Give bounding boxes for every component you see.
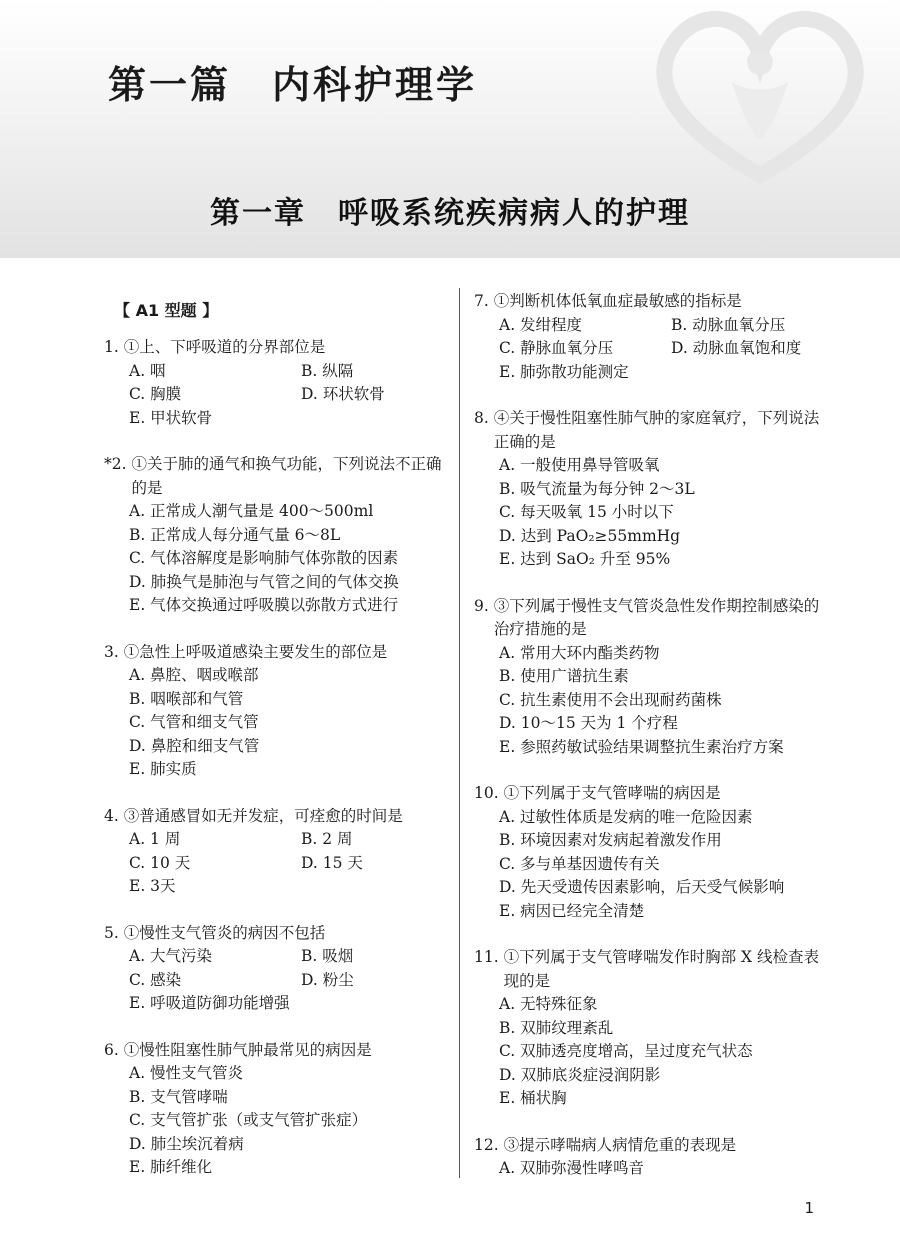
question-item (104, 336, 450, 430)
answer-options (474, 314, 834, 385)
question-text: ①上、下呼吸道的分界部位是 (123, 338, 326, 356)
question-item (104, 805, 450, 899)
answer-option: D. 肺换气是肺泡与气管之间的气体交换 (129, 572, 399, 591)
answer-options (104, 500, 450, 618)
question-stem (104, 641, 450, 665)
answer-option: C. 气管和细支气管 (129, 713, 259, 731)
right-column (474, 290, 834, 1204)
answer-option: B. 支气管哮喘 (129, 1087, 228, 1106)
answer-option: C. 静脉血氧分压 (499, 339, 614, 357)
heart-logo-watermark-icon (620, 0, 900, 190)
answer-option: E. 参照药敏试验结果调整抗生素治疗方案 (499, 737, 784, 756)
answer-option: B. 2 周 (301, 830, 353, 848)
question-item (104, 922, 450, 1016)
question-number: 8. (474, 409, 494, 427)
answer-option: B. 正常成人每分通气量 6～8L (129, 525, 341, 544)
answer-option: A. 1 周 (129, 830, 181, 848)
answer-option: A. 正常成人潮气量是 400～500ml (129, 502, 374, 520)
question-item (474, 782, 834, 923)
page-number: 1 (804, 1199, 814, 1217)
left-column (104, 290, 450, 1203)
answer-option: B. 动脉血氧分压 (671, 315, 786, 334)
answer-option: E. 呼吸道防御功能增强 (129, 994, 290, 1012)
question-number: *2. (104, 455, 132, 473)
question-number: 11. (474, 948, 504, 966)
question-item (104, 453, 450, 618)
part-title: 第一篇 内科护理学 (108, 62, 478, 107)
chapter-title: 第一章 呼吸系统疾病病人的护理 (210, 196, 690, 231)
question-stem (474, 290, 834, 314)
answer-option: E. 甲状软骨 (129, 408, 213, 427)
question-stem (104, 1039, 450, 1063)
question-number: 12. (474, 1135, 504, 1154)
question-item (104, 1039, 450, 1180)
answer-options (104, 664, 450, 782)
answer-option: B. 吸烟 (301, 947, 354, 965)
answer-option: A. 大气污染 (129, 947, 213, 965)
answer-option: A. 一般使用鼻导管吸氧 (499, 456, 660, 474)
answer-option: A. 双肺弥漫性哮鸣音 (499, 1159, 645, 1177)
answer-option: E. 肺弥散功能测定 (499, 362, 629, 381)
question-number: 9. (474, 596, 494, 615)
question-number: 3. (104, 642, 124, 661)
question-text: ④关于慢性阻塞性肺气肿的家庭氧疗，下列说法正确的是 (493, 409, 820, 451)
answer-option: E. 3天 (129, 877, 176, 895)
answer-options (104, 945, 450, 1016)
answer-option: D. 环状软骨 (301, 385, 385, 403)
answer-option: B. 纵隔 (301, 361, 354, 380)
question-stem (474, 1134, 834, 1158)
column-divider (459, 288, 460, 1178)
question-number: 5. (104, 923, 124, 942)
question-text: ①慢性支气管炎的病因不包括 (123, 923, 326, 942)
answer-option: E. 肺纤维化 (129, 1158, 213, 1176)
question-text: ①判断机体低氧血症最敏感的指标是 (493, 292, 742, 310)
answer-option: A. 发绀程度 (499, 315, 583, 334)
answer-option: C. 支气管扩张（或支气管扩张症） (129, 1111, 368, 1129)
answer-option: D. 双肺底炎症浸润阴影 (499, 1065, 661, 1084)
answer-options (474, 454, 834, 572)
answer-option: D. 动脉血氧饱和度 (671, 339, 802, 357)
answer-options (474, 642, 834, 760)
question-text: ①慢性阻塞性肺气肿最常见的病因是 (123, 1040, 372, 1059)
answer-option: D. 15 天 (301, 853, 363, 872)
question-item (474, 407, 834, 572)
answer-option: B. 咽喉部和气管 (129, 689, 244, 708)
question-stem (474, 595, 834, 642)
question-text: ③普通感冒如无并发症，可痊愈的时间是 (123, 806, 403, 825)
section-label: 【 A1 型题 】 (114, 301, 219, 320)
answer-option: C. 气体溶解度是影响肺气体弥散的因素 (129, 549, 399, 567)
answer-option: D. 鼻腔和细支气管 (129, 736, 260, 755)
answer-option: B. 使用广谱抗生素 (499, 667, 629, 685)
question-stem (474, 407, 834, 454)
answer-option: C. 多与单基因遗传有关 (499, 854, 660, 873)
answer-option: E. 病因已经完全清楚 (499, 901, 645, 920)
question-stem (104, 922, 450, 946)
question-text: ①下列属于支气管哮喘的病因是 (503, 784, 721, 802)
answer-option: A. 过敏性体质是发病的唯一危险因素 (499, 807, 753, 826)
answer-options (474, 806, 834, 924)
question-stem (474, 946, 834, 993)
answer-option: C. 每天吸氧 15 小时以下 (499, 503, 674, 521)
question-number: 7. (474, 292, 494, 310)
answer-options (104, 1062, 450, 1180)
question-number: 10. (474, 784, 504, 802)
answer-option: B. 吸气流量为每分钟 2～3L (499, 479, 695, 498)
answer-option: B. 双肺纹理紊乱 (499, 1018, 614, 1037)
answer-options (104, 828, 450, 899)
answer-options (104, 360, 450, 431)
answer-options (474, 1157, 834, 1181)
answer-option: D. 先天受遗传因素影响，后天受气候影响 (499, 878, 785, 896)
answer-option: B. 环境因素对发病起着激发作用 (499, 831, 722, 849)
question-stem (104, 336, 450, 360)
answer-option: C. 抗生素使用不会出现耐药菌株 (499, 690, 722, 709)
question-stem (474, 782, 834, 806)
question-number: 6. (104, 1040, 124, 1059)
question-text: ①下列属于支气管哮喘发作时胸部 X 线检查表现的是 (503, 948, 819, 990)
question-text: ③下列属于慢性支气管炎急性发作期控制感染的治疗措施的是 (493, 596, 820, 638)
answer-option: C. 双肺透亮度增高，呈过度充气状态 (499, 1042, 753, 1060)
question-item (474, 595, 834, 760)
question-text: ①关于肺的通气和换气功能，下列说法不正确的是 (131, 455, 442, 497)
answer-option: C. 胸膜 (129, 385, 182, 403)
question-stem (104, 453, 450, 500)
answer-options (474, 993, 834, 1111)
answer-option: A. 鼻腔、咽或喉部 (129, 666, 259, 684)
question-number: 4. (104, 806, 124, 825)
question-item (474, 290, 834, 384)
question-item (104, 641, 450, 782)
answer-option: D. 达到 PaO₂≥55mmHg (499, 526, 681, 545)
answer-option: A. 慢性支气管炎 (129, 1064, 244, 1082)
question-item (474, 1134, 834, 1181)
answer-option: A. 咽 (129, 361, 166, 380)
answer-option: A. 无特殊征象 (499, 995, 598, 1013)
answer-option: E. 桶状胸 (499, 1089, 567, 1107)
answer-option: C. 感染 (129, 970, 182, 989)
answer-option: A. 常用大环内酯类药物 (499, 643, 660, 662)
answer-option: D. 肺尘埃沉着病 (129, 1134, 244, 1153)
answer-option: C. 10 天 (129, 853, 191, 872)
answer-option: D. 10～15 天为 1 个疗程 (499, 714, 678, 732)
question-text: ③提示哮喘病人病情危重的表现是 (503, 1135, 737, 1154)
answer-option: E. 肺实质 (129, 760, 197, 778)
question-text: ①急性上呼吸道感染主要发生的部位是 (123, 642, 388, 661)
answer-option: E. 达到 SaO₂ 升至 95% (499, 550, 671, 568)
question-number: 1. (104, 338, 124, 356)
answer-option: E. 气体交换通过呼吸膜以弥散方式进行 (129, 596, 399, 614)
question-item (474, 946, 834, 1111)
question-stem (104, 805, 450, 829)
answer-option: D. 粉尘 (301, 970, 354, 989)
